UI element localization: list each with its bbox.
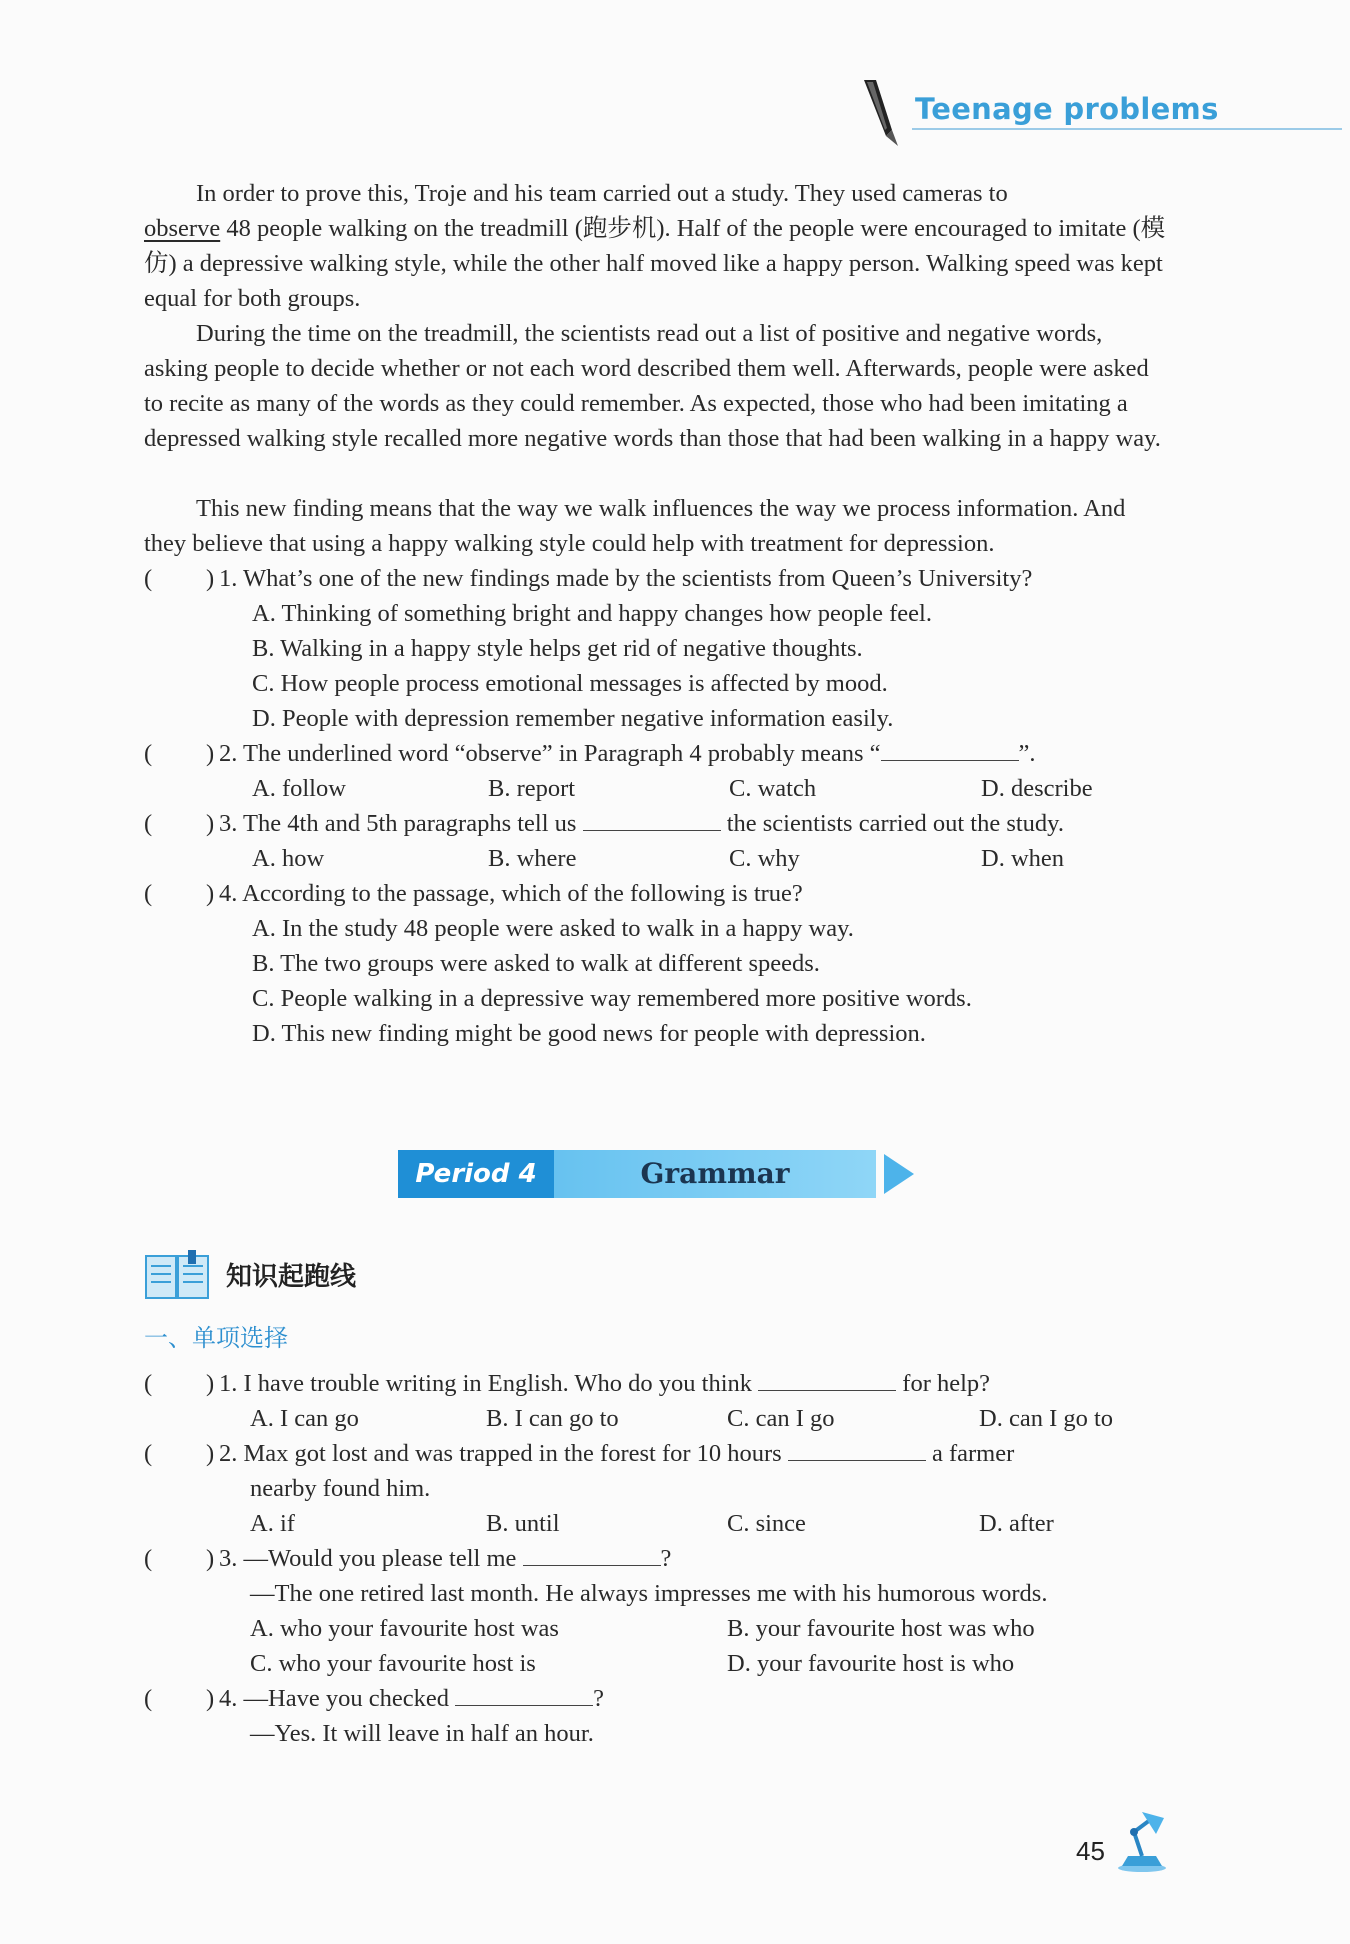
question-continuation: nearby found him. bbox=[250, 1475, 431, 1502]
option-d: D. your favourite host is who bbox=[727, 1650, 1015, 1677]
option-a: A. how bbox=[252, 845, 325, 872]
option-b: B. until bbox=[486, 1510, 560, 1537]
option-c: C. why bbox=[729, 845, 800, 872]
workbook-page: Teenage problems In order to prove this, Troje and his team carried out a study. They used cameras to observe 48 people walking on the treadmill (跑步机). Half of the people were encouraged to imitate (模仿) a depressive walking style, while the other half moved like a happy person. Walking speed was kept equal for both groups. During the time on the treadmill, the scientists read out a list of positive and negative words, asking people to decide whether or not each word described them well. Afterwards, people were asked to recite as many of the words as they could remember. As expected, those who had been imitating a depressed walking style recalled more negative words than those that had been walking in a happy way. This new finding means that the way we walk influences the way we process information. And they believe that using a happy walking style could help with treatment for depression. ( ) 1. What’s one of the new findings made by the scientists from Queen’s University? A. Thinking of something bright and happy changes how people feel. B. Walking in a happy style helps get rid of negative thoughts. C. How people process emotional messages is affected by mood. D. People with depression remember negative information easily. ( ) 2. The underlined word “observe” in Paragraph 4 probably means “ ”. A. follow B. report C. watch D. describe ( ) 3. The 4th and 5th paragraphs tell us the scientists carried out the study. A. how B. where C. why D. when ( ) 4. According to the passage, which of the following is true? A. In the study 48 people were asked to walk in a happy way. B. The two groups were asked to walk at different speeds. C. People walking in a depressive way remembered more positive words. D. This new finding might be good news for people with depression. Period 4 Grammar 知识起跑线 一、单项选择 ( ) 1. I have trouble writing in English. Who do you think for help? A. I can go B. I can go to C. can I go D. can I go to ( ) 2. Max got lost and was trapped in the forest for 10 hours a farmer nearby found him. A. if B. until C. since D. after ( ) 3. —Would you please tell me ? —The one retired last month. He always impresses me with his humorous words. A. who your favourite host was B. your favourite host was who C. who your favourite host is D. your favourite host is who ( ) 4. —Have you checked ? —Yes. It will leave in half an hour. 45 bbox=[0, 0, 1350, 1944]
option-a: A. if bbox=[250, 1510, 295, 1537]
arrow-icon bbox=[884, 1154, 914, 1194]
period-topic: Grammar bbox=[554, 1150, 876, 1198]
option-d: D. People with depression remember negative information easily. bbox=[252, 705, 894, 732]
option-d: D. can I go to bbox=[979, 1405, 1114, 1432]
page-number: 45 bbox=[1076, 1836, 1105, 1866]
section-title: 知识起跑线 bbox=[226, 1262, 357, 1292]
option-a: A. Thinking of something bright and happy changes how people feel. bbox=[252, 600, 932, 627]
option-c: C. How people process emotional messages is affected by mood. bbox=[252, 670, 888, 697]
passage-paragraph-2: During the time on the treadmill, the scientists read out a list of positive and negative words, asking people to decide whether or not each word described them well. Afterwards, people were asked to recite as many of the words as they could remember. As expected, those who had been imitating a depressed walking style recalled more negative words than those that had been walking in a happy way. bbox=[144, 320, 1161, 452]
option-d: D. This new finding might be good news for people with depression. bbox=[252, 1020, 926, 1047]
option-b: B. where bbox=[488, 845, 577, 872]
period-banner bbox=[398, 1150, 918, 1198]
answer-blank bbox=[523, 1543, 661, 1566]
unit-title: Teenage problems bbox=[915, 92, 1219, 126]
option-a: A. follow bbox=[252, 775, 346, 802]
passage-paragraph-3: This new finding means that the way we walk influences the way we process information. And they believe that using a happy walking style could help with treatment for depression. bbox=[144, 495, 1126, 557]
underlined-word: observe bbox=[144, 215, 221, 242]
option-d: D. after bbox=[979, 1510, 1054, 1537]
period-label: Period 4 bbox=[398, 1150, 554, 1198]
answer-blank bbox=[788, 1438, 926, 1461]
dialogue-reply: —The one retired last month. He always impresses me with his humorous words. bbox=[250, 1580, 1048, 1607]
option-a: A. who your favourite host was bbox=[250, 1615, 559, 1642]
option-b: B. your favourite host was who bbox=[727, 1615, 1035, 1642]
header-rule bbox=[912, 128, 1342, 130]
answer-blank bbox=[881, 738, 1019, 761]
option-b: B. The two groups were asked to walk at different speeds. bbox=[252, 950, 820, 977]
answer-blank bbox=[758, 1368, 896, 1391]
option-c: C. who your favourite host is bbox=[250, 1650, 536, 1677]
fountain-pen-icon bbox=[858, 78, 904, 148]
option-a: A. In the study 48 people were asked to walk in a happy way. bbox=[252, 915, 854, 942]
option-b: B. report bbox=[488, 775, 576, 802]
option-c: C. can I go bbox=[727, 1405, 835, 1432]
open-book-icon bbox=[144, 1250, 210, 1302]
option-c: C. since bbox=[727, 1510, 806, 1537]
answer-blank bbox=[455, 1683, 593, 1706]
option-d: D. when bbox=[981, 845, 1065, 872]
dialogue-reply: —Yes. It will leave in half an hour. bbox=[250, 1720, 594, 1747]
option-c: C. watch bbox=[729, 775, 817, 802]
option-a: A. I can go bbox=[250, 1405, 359, 1432]
option-d: D. describe bbox=[981, 775, 1093, 802]
option-b: B. Walking in a happy style helps get rid of negative thoughts. bbox=[252, 635, 863, 662]
answer-blank bbox=[583, 808, 721, 831]
subsection-title: 一、单项选择 bbox=[144, 1324, 288, 1352]
option-c: C. People walking in a depressive way remembered more positive words. bbox=[252, 985, 972, 1012]
passage-paragraph-1: In order to prove this, Troje and his team carried out a study. They used cameras to observe 48 people walking on the treadmill (跑步机). Half of the people were encouraged to imitate (模仿) a depressive walking style, while the other half moved like a happy person. Walking speed was kept equal for both groups. bbox=[144, 180, 1166, 312]
option-b: B. I can go to bbox=[486, 1405, 619, 1432]
desk-lamp-icon bbox=[1112, 1808, 1172, 1872]
